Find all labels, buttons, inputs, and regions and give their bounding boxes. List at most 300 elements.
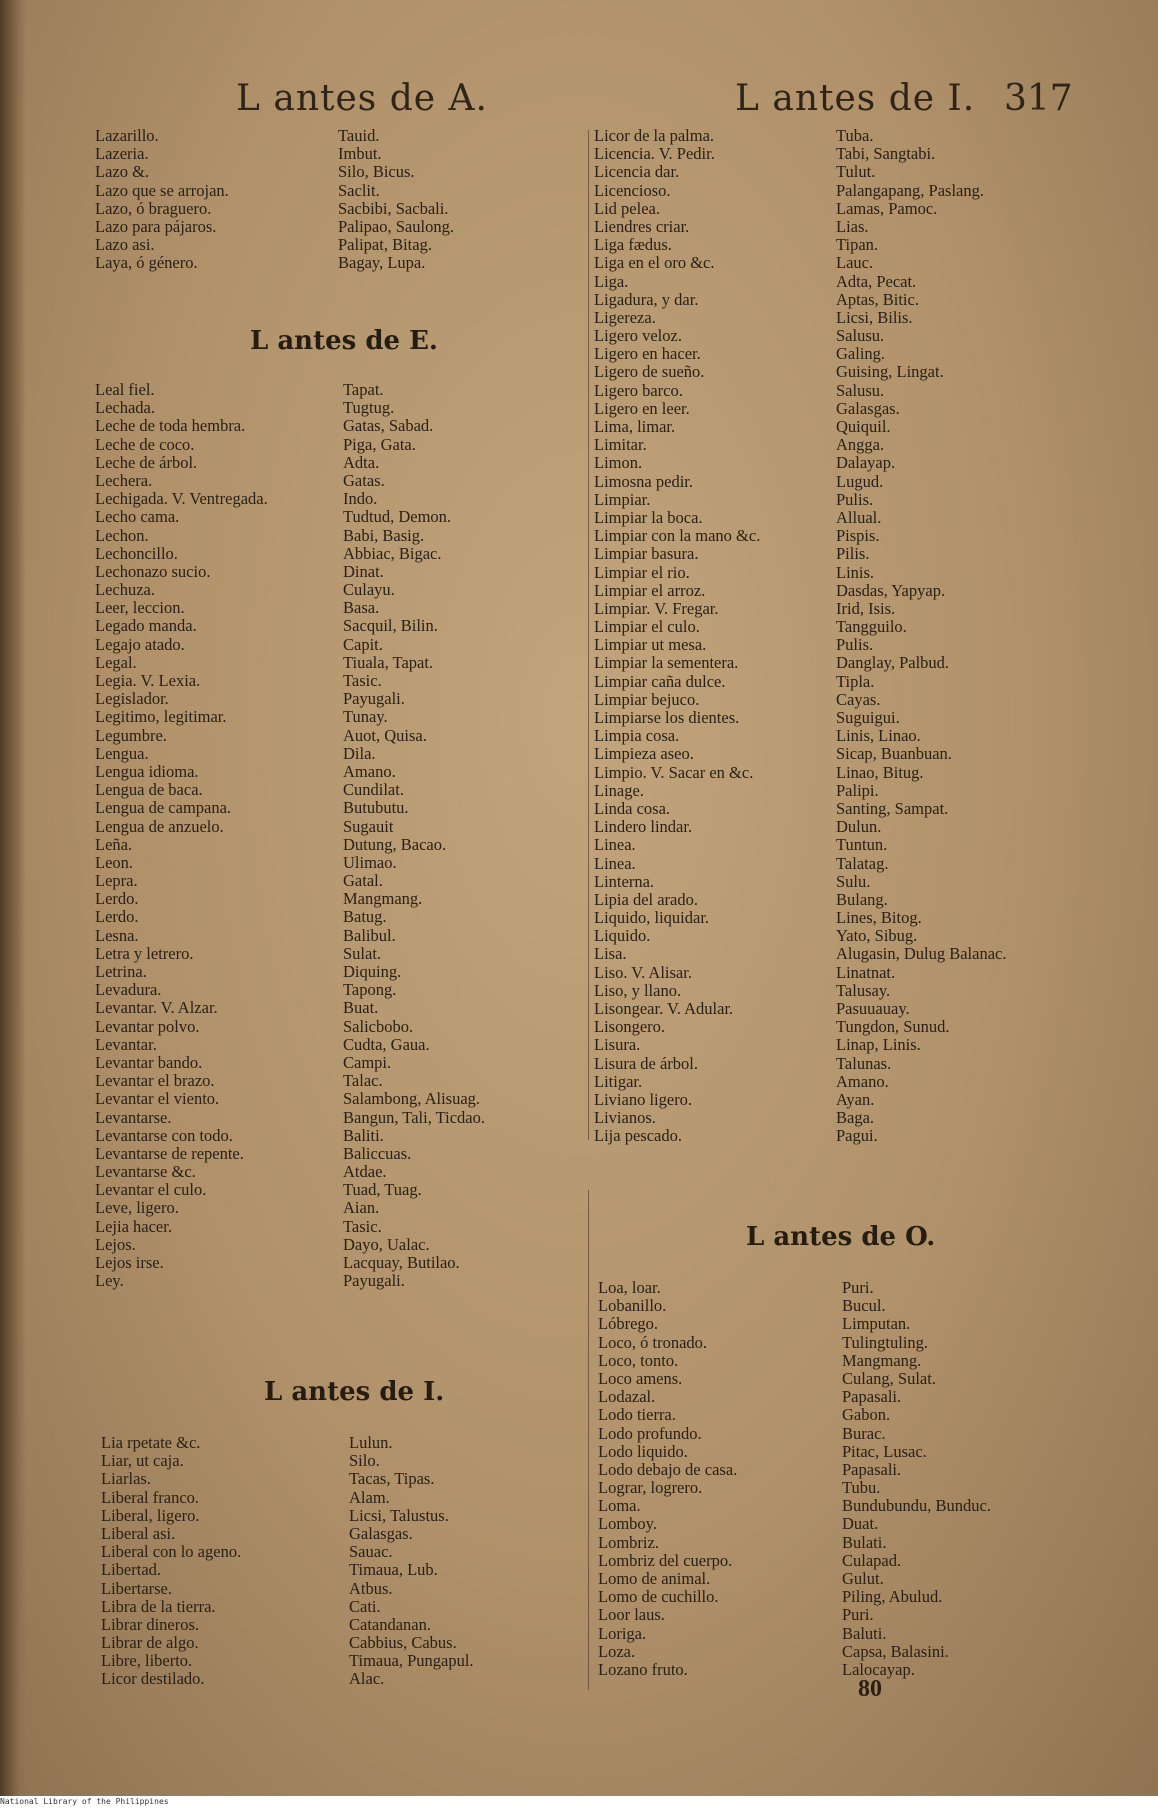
spanish-term: Legislador. [95, 689, 169, 709]
spanish-term: Limpiar caña dulce. [594, 671, 726, 691]
translation: Baliti. [343, 1125, 384, 1145]
spanish-term: Liar, ut caja. [101, 1451, 184, 1471]
section-heading-li: L antes de I. [264, 1377, 445, 1407]
translation: Santing, Sampat. [836, 798, 949, 818]
spanish-term: Lesna. [95, 925, 139, 945]
spanish-term: Legal. [95, 652, 137, 672]
spanish-term: Lazeria. [95, 144, 149, 164]
spanish-term: Lejos. [95, 1234, 136, 1254]
spanish-term: Letrina. [95, 962, 147, 981]
translation: Timaua, Lub. [349, 1560, 438, 1580]
translation: Atdae. [343, 1162, 387, 1182]
page-number: 317 [1004, 78, 1073, 119]
spanish-term: Ligero en hacer. [594, 344, 701, 364]
spanish-term: Limpiar ut mesa. [594, 635, 707, 655]
translation: Tangguilo. [836, 617, 907, 637]
translation: Lines, Bitog. [836, 908, 922, 928]
translation: Dayo, Ualac. [343, 1234, 430, 1254]
spanish-term: Levantarse con todo. [95, 1125, 233, 1145]
spanish-term: Lisura de árbol. [594, 1053, 699, 1073]
spanish-term: Levantarse &c. [95, 1162, 196, 1182]
translation: Saclit. [338, 180, 380, 200]
spanish-term: Livianos. [594, 1108, 656, 1128]
spanish-term: Loza. [598, 1641, 636, 1661]
translation: Culayu. [343, 580, 395, 600]
translation: Yato, Sibug. [836, 926, 918, 946]
translation: Culang, Sulat. [842, 1368, 936, 1388]
spanish-term: Limpiar el rio. [594, 562, 690, 582]
translation: Tauid. [338, 126, 380, 145]
spanish-term: Lija pescado. [594, 1126, 682, 1146]
translation: Payugali. [343, 689, 405, 709]
translation: Payugali. [343, 1271, 405, 1291]
spanish-term: Libertarse. [101, 1578, 173, 1598]
translation: Lias. [836, 216, 869, 236]
spanish-term: Limpiar el culo. [594, 617, 700, 637]
spanish-term: Lerdo. [95, 907, 139, 927]
spanish-term: Linage. [594, 780, 644, 800]
section-heading-le: L antes de E. [250, 326, 438, 356]
translation: Bulati. [842, 1532, 887, 1552]
spanish-term: Lepra. [95, 871, 138, 891]
translation: Pagui. [836, 1126, 878, 1146]
translation: Dulun. [836, 817, 882, 837]
spanish-term: Leer, leccion. [95, 598, 185, 618]
translation: Talac. [343, 1071, 383, 1091]
spanish-term: Lia rpetate &c. [101, 1433, 201, 1452]
translation: Galasgas. [349, 1523, 413, 1543]
spanish-term: Lechoncillo. [95, 543, 178, 563]
spanish-term: Lazo, ó braguero. [95, 198, 212, 218]
section-heading-lo: L antes de O. [746, 1222, 936, 1252]
spanish-term: Levantar. [95, 1034, 157, 1054]
translation: Tipla. [836, 671, 875, 691]
spanish-term: Legado manda. [95, 616, 197, 636]
spanish-term: Loa, loar. [598, 1278, 661, 1297]
spanish-term: Loriga. [598, 1623, 647, 1643]
translation: Piling, Abulud. [842, 1587, 943, 1607]
translation: Basa. [343, 598, 380, 618]
translation: Gatal. [343, 871, 383, 891]
spanish-term: Loco amens. [598, 1368, 683, 1388]
spanish-term: Leve, ligero. [95, 1198, 179, 1218]
spanish-term: Lomo de cuchillo. [598, 1587, 719, 1607]
spanish-term: Lengua de campana. [95, 798, 232, 818]
spanish-term: Loma. [598, 1496, 641, 1516]
spanish-term: Limpiar la sementera. [594, 653, 739, 673]
spanish-term: Levantar polvo. [95, 1016, 200, 1036]
translation: Mangmang. [842, 1350, 922, 1370]
translation: Linatnat. [836, 962, 896, 982]
spanish-term: Lejia hacer. [95, 1216, 172, 1236]
translation: Tiuala, Tapat. [343, 652, 434, 672]
translation: Auot, Quisa. [343, 725, 427, 745]
translation: Dasdas, Yapyap. [836, 580, 946, 600]
translation: Amano. [836, 1071, 889, 1091]
spanish-term: Liberal franco. [101, 1487, 200, 1507]
translation: Gabon. [842, 1405, 891, 1425]
spanish-term: Levantar el culo. [95, 1180, 207, 1200]
running-head-right: L antes de I. [735, 78, 976, 119]
translation: Palipat, Bitag. [338, 235, 432, 255]
spanish-term: Liso, y llano. [594, 980, 682, 1000]
spanish-term: Limpiar basura. [594, 544, 699, 564]
spanish-term: Legia. V. Lexia. [95, 671, 201, 690]
translation: Cundilat. [343, 780, 404, 800]
spanish-term: Levantar. V. Alzar. [95, 998, 218, 1018]
spanish-term: Lobanillo. [598, 1296, 667, 1316]
spanish-term: Lomo de animal. [598, 1569, 711, 1588]
translation: Dila. [343, 743, 376, 763]
spanish-term: Licor destilado. [101, 1669, 205, 1689]
spanish-term: Lima, limar. [594, 417, 676, 436]
translation: Sacbibi, Sacbali. [338, 198, 449, 218]
spanish-term: Levantar el brazo. [95, 1071, 215, 1091]
translation: Palangapang, Paslang. [836, 180, 985, 200]
translation: Ulimao. [343, 852, 397, 872]
spanish-term: Limpiar el arroz. [594, 580, 706, 600]
spanish-term: Lechera. [95, 470, 153, 490]
spanish-term: Lejos irse. [95, 1253, 164, 1272]
translation: Imbut. [338, 144, 382, 164]
translation: Silo. [349, 1451, 380, 1471]
translation: Tugtug. [343, 398, 395, 418]
spanish-term: Levadura. [95, 980, 162, 1000]
spanish-term: Limpiar la boca. [594, 507, 703, 527]
translation: Licsi, Bilis. [836, 307, 913, 327]
spanish-term: Lechada. [95, 398, 155, 418]
spanish-term: Levantarse. [95, 1107, 172, 1127]
spanish-term: Limitar. [594, 435, 647, 455]
translation: Tacas, Tipas. [349, 1469, 435, 1489]
translation: Butubutu. [343, 798, 409, 818]
translation: Burac. [842, 1423, 886, 1443]
translation: Capit. [343, 634, 383, 654]
translation: Tudtud, Demon. [343, 507, 452, 527]
spanish-term: Ley. [95, 1271, 124, 1291]
translation: Salusu. [836, 380, 885, 400]
spanish-term: Liga fædus. [594, 235, 672, 255]
translation: Lauc. [836, 253, 874, 273]
translation: Tulingtuling. [842, 1332, 929, 1352]
translation: Baga. [836, 1108, 875, 1128]
spanish-term: Liendres criar. [594, 216, 690, 236]
spanish-term: Loco, ó tronado. [598, 1332, 708, 1352]
translation: Papasali. [842, 1387, 902, 1407]
spanish-term: Libre, liberto. [101, 1651, 193, 1671]
translation: Tuad, Tuag. [343, 1180, 422, 1200]
spanish-term: Letra y letrero. [95, 943, 194, 963]
translation: Dinat. [343, 561, 384, 581]
translation: Suguigui. [836, 708, 900, 727]
translation: Cudta, Gaua. [343, 1034, 430, 1054]
spanish-term: Levantar bando. [95, 1052, 203, 1072]
spanish-term: Lazo para pájaros. [95, 216, 217, 236]
translation: Adta. [343, 452, 380, 472]
translation: Silo, Bicus. [338, 162, 415, 182]
translation: Danglay, Palbud. [836, 653, 950, 673]
translation: Baluti. [842, 1623, 887, 1643]
translation: Baliccuas. [343, 1143, 412, 1163]
translation: Atbus. [349, 1578, 393, 1598]
translation: Galasgas. [836, 398, 900, 418]
column-rule-lower [588, 1190, 589, 1690]
translation: Duat. [842, 1514, 879, 1534]
spanish-term: Legitimo, legitimar. [95, 707, 227, 727]
spanish-term: Levantarse de repente. [95, 1143, 244, 1163]
spanish-term: Ligereza. [594, 307, 656, 327]
spanish-term: Leña. [95, 834, 133, 854]
translation: Licsi, Talustus. [349, 1505, 449, 1525]
spanish-term: Limosna pedir. [594, 471, 693, 491]
spanish-term: Limpiarse los dientes. [594, 708, 740, 727]
spanish-term: Licencia dar. [594, 162, 680, 182]
translation: Abbiac, Bigac. [343, 543, 442, 563]
spanish-term: Loco, tonto. [598, 1350, 679, 1370]
translation: Cabbius, Cabus. [349, 1633, 457, 1653]
spanish-term: Liberal con lo ageno. [101, 1542, 242, 1562]
translation: Allual. [836, 507, 882, 527]
spanish-term: Lisongear. V. Adular. [594, 999, 734, 1018]
spanish-term: Litigar. [594, 1071, 643, 1091]
translation: Bulang. [836, 889, 888, 909]
translation: Tapat. [343, 380, 384, 399]
spanish-term: Leche de árbol. [95, 452, 198, 472]
translation: Sugauit [343, 816, 394, 836]
translation: Pasuuauay. [836, 999, 910, 1018]
translation: Bangun, Tali, Ticdao. [343, 1107, 486, 1127]
translation: Bucul. [842, 1296, 886, 1316]
translation: Timaua, Pungapul. [349, 1651, 474, 1671]
translation: Lulun. [349, 1433, 393, 1452]
spanish-term: Limpio. V. Sacar en &c. [594, 762, 754, 782]
spanish-term: Lozano fruto. [598, 1659, 688, 1679]
spanish-term: Liarlas. [101, 1469, 151, 1489]
spanish-term: Libra de la tierra. [101, 1596, 216, 1616]
translation: Alac. [349, 1669, 385, 1689]
signature-mark: 80 [858, 1676, 882, 1702]
translation: Babi, Basig. [343, 525, 425, 545]
spanish-term: Ligero veloz. [594, 326, 682, 346]
spanish-term: Limpieza aseo. [594, 744, 694, 764]
spanish-term: Lazo que se arrojan. [95, 180, 229, 200]
column-rule-upper [588, 130, 589, 1140]
spanish-term: Lodazal. [598, 1387, 656, 1407]
spanish-term: Limpiar bejuco. [594, 689, 700, 709]
translation: Linao, Bitug. [836, 762, 924, 782]
translation: Salusu. [836, 326, 885, 346]
spanish-term: Licencioso. [594, 180, 671, 200]
spanish-term: Lazo &. [95, 162, 150, 182]
spanish-term: Lerdo. [95, 889, 139, 909]
translation: Palipi. [836, 780, 879, 800]
footer-credit: National Library of the Philippines [0, 1797, 169, 1806]
translation: Dalayap. [836, 453, 896, 473]
spanish-term: Levantar el viento. [95, 1089, 220, 1109]
translation: Linis, Linao. [836, 726, 921, 746]
spanish-term: Ligadura, y dar. [594, 289, 699, 309]
spanish-term: Lid pelea. [594, 198, 660, 218]
spanish-term: Lodo liquido. [598, 1441, 688, 1461]
translation: Sicap, Buanbuan. [836, 744, 952, 764]
spanish-term: Legajo atado. [95, 634, 185, 654]
translation: Pilis. [836, 544, 870, 564]
spanish-term: Ligero barco. [594, 380, 683, 400]
translation: Tasic. [343, 1216, 382, 1236]
translation: Tunay. [343, 707, 388, 727]
translation: Salicbobo. [343, 1016, 414, 1036]
translation: Palipao, Saulong. [338, 216, 454, 236]
spanish-term: Lodo debajo de casa. [598, 1459, 738, 1479]
spanish-term: Lisa. [594, 944, 627, 964]
spanish-term: Ligero de sueño. [594, 362, 705, 382]
translation: Talatag. [836, 853, 889, 873]
translation: Culapad. [842, 1550, 902, 1570]
translation: Mangmang. [343, 889, 423, 909]
translation: Salambong, Alisuag. [343, 1089, 481, 1109]
spanish-term: Lecho cama. [95, 507, 180, 527]
translation: Linap, Linis. [836, 1035, 921, 1055]
spanish-term: Lisura. [594, 1035, 641, 1055]
translation: Lalocayap. [842, 1659, 915, 1679]
spanish-term: Liga. [594, 271, 629, 291]
translation: Amano. [343, 761, 396, 781]
spanish-term: Linea. [594, 835, 636, 855]
spanish-term: Liviano ligero. [594, 1089, 693, 1109]
spanish-term: Lazo asi. [95, 235, 155, 255]
spanish-term: Leche de toda hembra. [95, 416, 246, 436]
translation: Lugud. [836, 471, 884, 491]
spanish-term: Linea. [594, 853, 636, 873]
spanish-term: Linterna. [594, 871, 655, 891]
spanish-term: Limpiar con la mano &c. [594, 526, 761, 546]
spanish-term: Limpiar. V. Fregar. [594, 598, 719, 618]
spanish-term: Licencia. V. Pedir. [594, 144, 715, 164]
spanish-term: Lombriz. [598, 1532, 659, 1552]
translation: Campi. [343, 1052, 392, 1072]
spanish-term: Lombriz del cuerpo. [598, 1550, 733, 1570]
translation: Catandanan. [349, 1614, 432, 1634]
translation: Tipan. [836, 235, 879, 255]
translation: Pulis. [836, 635, 874, 655]
translation: Pulis. [836, 489, 874, 509]
translation: Angga. [836, 435, 885, 455]
translation: Ayan. [836, 1089, 875, 1109]
translation: Lamas, Pamoc. [836, 198, 938, 218]
spanish-term: Lipia del arado. [594, 889, 698, 909]
translation: Tungdon, Sunud. [836, 1017, 950, 1037]
spanish-term: Liquido, liquidar. [594, 908, 710, 928]
spanish-term: Lóbrego. [598, 1314, 659, 1334]
spanish-term: Loor laus. [598, 1605, 665, 1625]
translation: Cayas. [836, 689, 881, 709]
translation: Pitac, Lusac. [842, 1441, 927, 1461]
translation: Lacquay, Butilao. [343, 1253, 460, 1272]
translation: Tuba. [836, 126, 874, 145]
translation: Talunas. [836, 1053, 892, 1073]
translation: Indo. [343, 489, 378, 509]
translation: Tubu. [842, 1478, 881, 1498]
translation: Papasali. [842, 1459, 902, 1479]
spanish-term: Lodo tierra. [598, 1405, 676, 1425]
spanish-term: Lechigada. V. Ventregada. [95, 489, 268, 509]
translation: Gatas, Sabad. [343, 416, 434, 436]
spanish-term: Lomboy. [598, 1514, 657, 1534]
spanish-term: Libertad. [101, 1560, 162, 1580]
spanish-term: Lograr, logrero. [598, 1478, 703, 1498]
translation: Talusay. [836, 980, 891, 1000]
translation: Guising, Lingat. [836, 362, 944, 382]
spanish-term: Lengua idioma. [95, 761, 199, 781]
spanish-term: Leche de coco. [95, 434, 195, 454]
spanish-term: Librar dineros. [101, 1614, 200, 1634]
book-spine-shadow [0, 0, 26, 1796]
spanish-term: Leal fiel. [95, 380, 155, 399]
translation: Galing. [836, 344, 886, 364]
translation: Alam. [349, 1487, 390, 1507]
translation: Diquing. [343, 962, 402, 981]
spanish-term: Limpia cosa. [594, 726, 680, 746]
spanish-term: Librar de algo. [101, 1633, 199, 1653]
translation: Cati. [349, 1596, 381, 1616]
translation: Linis. [836, 562, 875, 582]
spanish-term: Lengua de baca. [95, 780, 203, 800]
translation: Batug. [343, 907, 387, 927]
translation: Sulu. [836, 871, 871, 891]
translation: Capsa, Balasini. [842, 1641, 949, 1661]
translation: Gatas. [343, 470, 385, 490]
translation: Tabi, Sangtabi. [836, 144, 936, 164]
translation: Puri. [842, 1278, 874, 1297]
spanish-term: Lengua. [95, 743, 149, 763]
translation: Balibul. [343, 925, 396, 945]
translation: Sulat. [343, 943, 382, 963]
translation: Aptas, Bitic. [836, 289, 919, 309]
spanish-term: Liberal asi. [101, 1523, 176, 1543]
translation: Bagay, Lupa. [338, 253, 426, 273]
spanish-term: Liquido. [594, 926, 651, 946]
translation: Sauac. [349, 1542, 393, 1562]
spanish-term: Lechon. [95, 525, 149, 545]
translation: Quiquil. [836, 417, 891, 436]
translation: Tuntun. [836, 835, 888, 855]
translation: Tulut. [836, 162, 876, 182]
spanish-term: Lodo profundo. [598, 1423, 702, 1443]
spanish-term: Lechonazo sucio. [95, 561, 211, 581]
spanish-term: Laya, ó género. [95, 253, 198, 273]
spanish-term: Lindero lindar. [594, 817, 693, 837]
spanish-term: Lazarillo. [95, 126, 159, 145]
spanish-term: Limon. [594, 453, 643, 473]
spanish-term: Lisongero. [594, 1017, 666, 1037]
spanish-term: Liso. V. Alisar. [594, 962, 692, 982]
spanish-term: Ligero en leer. [594, 398, 690, 418]
spanish-term: Legumbre. [95, 725, 167, 745]
spanish-term: Limpiar. [594, 489, 651, 509]
translation: Adta, Pecat. [836, 271, 917, 291]
running-head-left: L antes de A. [236, 78, 488, 119]
translation: Puri. [842, 1605, 874, 1625]
translation: Gulut. [842, 1569, 884, 1588]
spanish-term: Linda cosa. [594, 798, 671, 818]
translation: Aian. [343, 1198, 380, 1218]
translation: Tasic. [343, 671, 382, 690]
translation: Alugasin, Dulug Balanac. [836, 944, 1007, 964]
spanish-term: Licor de la palma. [594, 126, 715, 145]
spanish-term: Lengua de anzuelo. [95, 816, 224, 836]
translation: Tapong. [343, 980, 397, 1000]
spanish-term: Liga en el oro &c. [594, 253, 715, 273]
